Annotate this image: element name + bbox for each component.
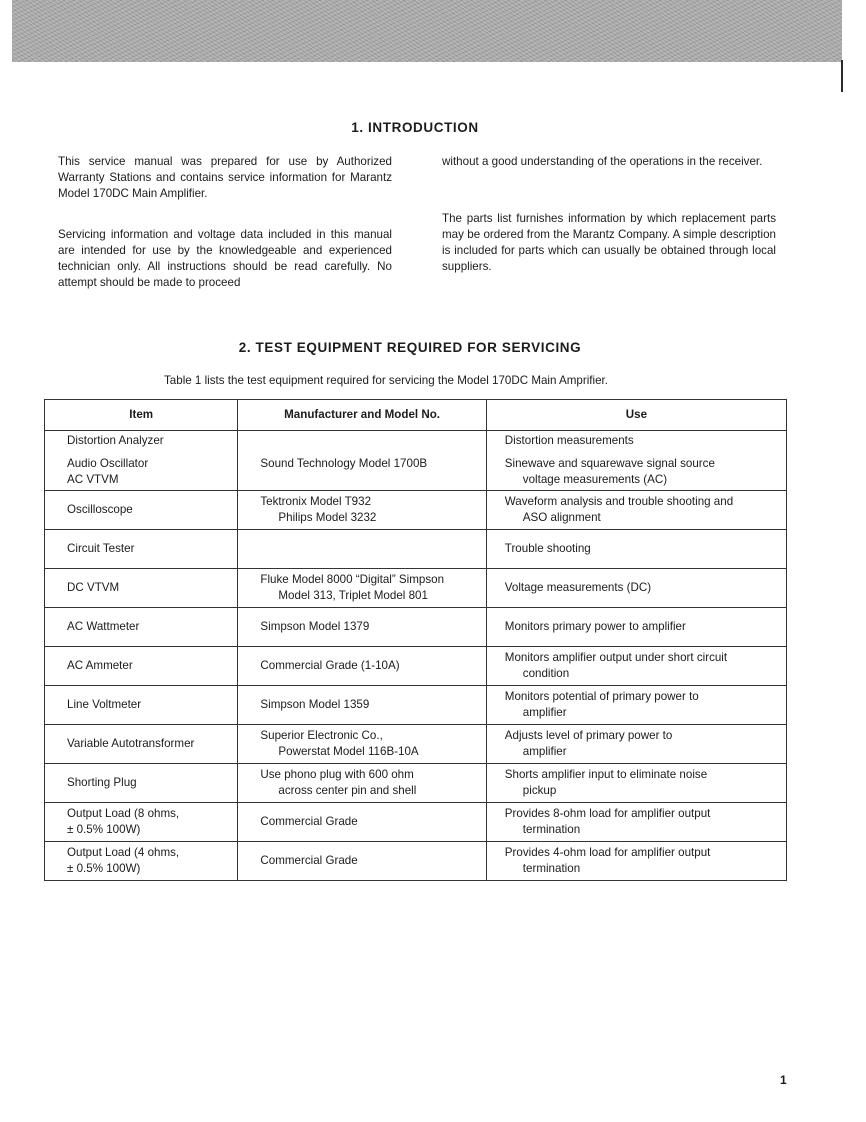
table-row [45, 530, 787, 569]
manufacturer-line: Commercial Grade [260, 815, 358, 828]
item-line: Output Load (4 ohms, [67, 846, 180, 859]
cell-use [486, 725, 786, 764]
cell-manufacturer [238, 530, 486, 569]
item-line: Circuit Tester [67, 542, 135, 555]
cell-use [486, 569, 786, 608]
table-row [45, 569, 787, 608]
manufacturer-spacer [260, 472, 475, 488]
table-intro-text: Table 1 lists the test equipment required for servicing the Model 170DC Main Amprifier. [164, 374, 608, 387]
item-line: DC VTVM [67, 581, 120, 594]
item-line: AC Ammeter [67, 659, 133, 672]
cell-item [45, 686, 238, 725]
cell-item [45, 803, 238, 842]
cell-use [486, 608, 786, 647]
cell-manufacturer [238, 686, 486, 725]
cell-item [45, 569, 238, 608]
table-row [45, 491, 787, 530]
use-line: Monitors amplifier output under short circuit [504, 651, 728, 664]
item-line: Shorting Plug [67, 776, 137, 789]
item-line: Line Voltmeter [67, 698, 142, 711]
item-line: AC VTVM [67, 473, 119, 486]
manufacturer-line: Use phono plug with 600 ohm [260, 768, 414, 781]
item-line: Output Load (8 ohms, [67, 807, 180, 820]
use-line: termination [522, 862, 581, 875]
table-row [45, 803, 787, 842]
table-row-group [45, 431, 787, 491]
use-line: ASO alignment [522, 511, 601, 524]
use-line: Voltage measurements (DC) [504, 581, 652, 594]
table-row [45, 608, 787, 647]
use-line: Provides 4-ohm load for amplifier output [504, 846, 711, 859]
cell-use [486, 431, 786, 491]
cell-item [45, 608, 238, 647]
manufacturer-line: Model 313, Triplet Model 801 [278, 589, 428, 602]
page-number: 1 [780, 1073, 787, 1087]
header-item: Item [45, 400, 238, 431]
use-line: condition [522, 667, 570, 680]
use-line: Distortion measurements [504, 434, 634, 447]
manufacturer-line: across center pin and shell [278, 784, 417, 797]
cell-item [45, 764, 238, 803]
item-line: Audio Oscillator [67, 457, 149, 470]
use-line: Sinewave and squarewave signal source [504, 457, 715, 470]
cell-use [486, 491, 786, 530]
intro-paragraph-4: The parts list furnishes information by which replacement parts may be ordered from the Marantz Company. A simple description is included for parts which can usually be obtained through local suppliers. [442, 212, 776, 273]
cell-use [486, 764, 786, 803]
use-line: termination [522, 823, 581, 836]
use-line: Monitors primary power to amplifier [504, 620, 686, 633]
cell-item [45, 647, 238, 686]
section-title-introduction: 1. INTRODUCTION [351, 120, 479, 135]
cell-manufacturer [238, 569, 486, 608]
table-header-row [45, 400, 787, 431]
manufacturer-line: Commercial Grade (1-10A) [260, 659, 400, 672]
use-line: amplifier [522, 745, 567, 758]
intro-paragraph-1: This service manual was prepared for use by Authorized Warranty Stations and contains service information for Marantz Model 170DC Main Amplifier. [58, 155, 392, 200]
cell-manufacturer [238, 842, 486, 881]
table-row [45, 764, 787, 803]
cell-use [486, 530, 786, 569]
cell-use [486, 842, 786, 881]
cell-use [486, 647, 786, 686]
use-line: voltage measurements (AC) [522, 473, 668, 486]
manufacturer-line: Powerstat Model 116B-10A [278, 745, 419, 758]
cell-use [486, 686, 786, 725]
use-line: Shorts amplifier input to eliminate noise [504, 768, 708, 781]
use-line: Adjusts level of primary power to [504, 729, 673, 742]
cell-manufacturer [238, 608, 486, 647]
item-line: Distortion Analyzer [67, 434, 164, 447]
table-row [45, 842, 787, 881]
header-manufacturer: Manufacturer and Model No. [238, 400, 486, 431]
manufacturer-line: Simpson Model 1359 [260, 698, 370, 711]
manufacturer-line: Simpson Model 1379 [260, 620, 370, 633]
cell-item [45, 491, 238, 530]
manufacturer-line: Commercial Grade [260, 854, 358, 867]
use-line: Provides 8-ohm load for amplifier output [504, 807, 711, 820]
cell-item [45, 842, 238, 881]
use-line: Waveform analysis and trouble shooting and [504, 495, 734, 508]
manufacturer-line: Tektronix Model T932 [260, 495, 372, 508]
cell-manufacturer [238, 725, 486, 764]
cell-manufacturer [238, 491, 486, 530]
intro-paragraph-2: Servicing information and voltage data included in this manual are intended for use by the knowledgeable and experienced technician only. All instructions should be read carefully. No attempt should be made to proceed [58, 228, 392, 289]
test-equipment-table [44, 399, 787, 881]
cell-manufacturer [238, 803, 486, 842]
cell-manufacturer [238, 647, 486, 686]
item-line: AC Wattmeter [67, 620, 140, 633]
use-line: amplifier [522, 706, 567, 719]
manufacturer-line: Sound Technology Model 1700B [260, 456, 428, 470]
scanned-header-band [12, 0, 842, 62]
cell-manufacturer [238, 764, 486, 803]
section-title-test-equipment: 2. TEST EQUIPMENT REQUIRED FOR SERVICING [238, 340, 582, 355]
item-line: ± 0.5% 100W) [67, 823, 141, 836]
item-line: Variable Autotransformer [67, 737, 195, 750]
item-line: Oscilloscope [67, 503, 133, 516]
cell-manufacturer [238, 431, 486, 491]
cell-item [45, 530, 238, 569]
cell-use [486, 803, 786, 842]
use-line: pickup [522, 784, 557, 797]
manufacturer-line: Philips Model 3232 [278, 511, 377, 524]
table-row [45, 725, 787, 764]
margin-rule [841, 60, 843, 92]
cell-item [45, 431, 238, 491]
use-line: Trouble shooting [504, 542, 591, 555]
table-row [45, 647, 787, 686]
cell-item [45, 725, 238, 764]
header-use: Use [486, 400, 786, 431]
use-line: Monitors potential of primary power to [504, 690, 699, 703]
manufacturer-line: Superior Electronic Co., [260, 729, 383, 742]
item-line: ± 0.5% 100W) [67, 862, 141, 875]
table-row [45, 686, 787, 725]
manufacturer-line: Fluke Model 8000 “Digital” Simpson [260, 573, 445, 586]
intro-paragraph-3: without a good understanding of the operations in the receiver. [442, 155, 763, 168]
